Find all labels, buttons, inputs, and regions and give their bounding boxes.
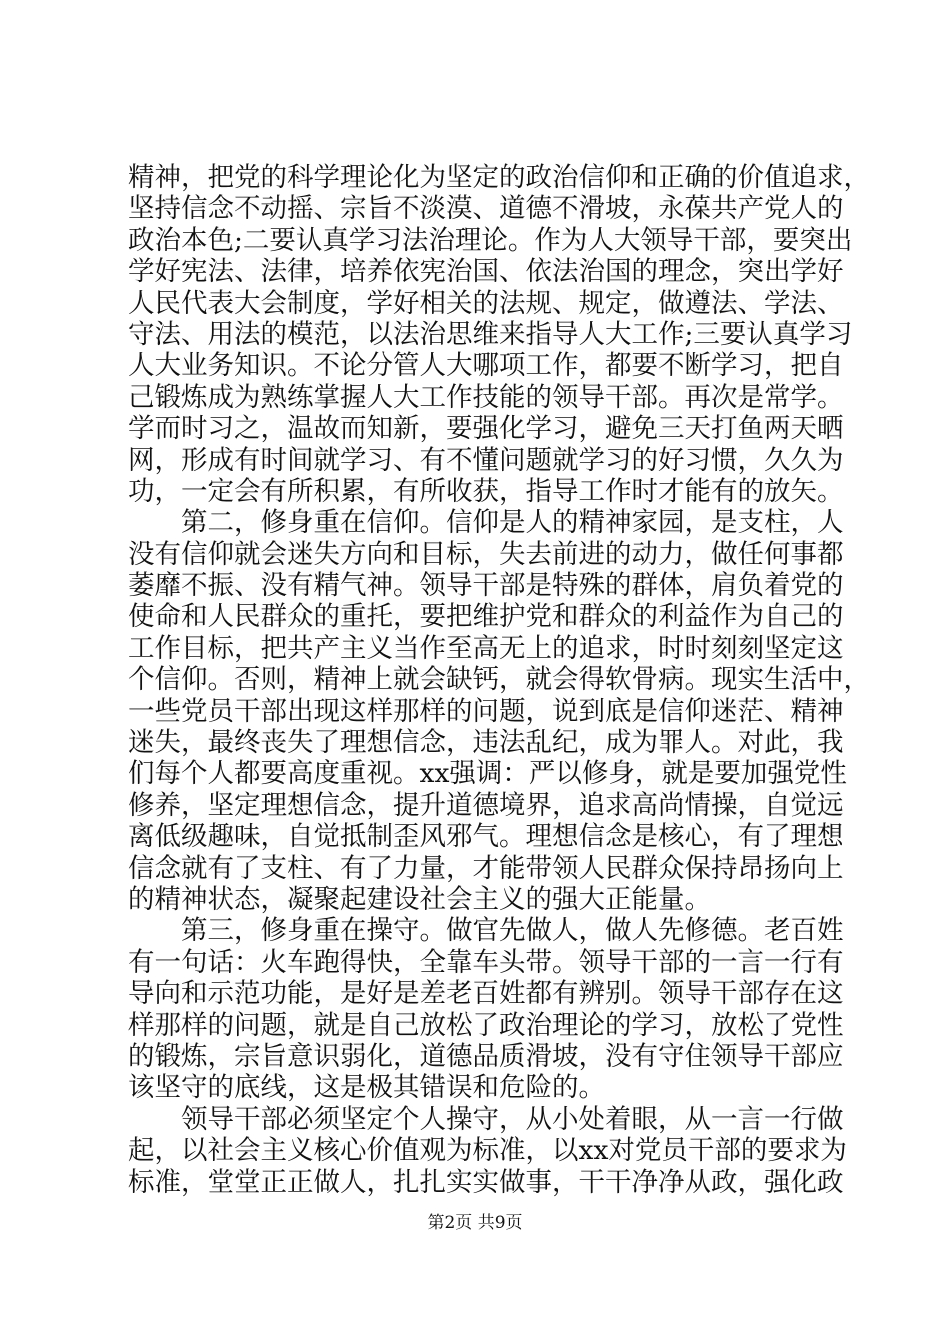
- text-line: 样那样的问题，就是自己放松了政治理论的学习，放松了党性: [128, 1009, 844, 1041]
- text-line: 学好宪法、法律，培养依宪治国、依法治国的理念，突出学好: [128, 256, 844, 288]
- document-body: [128, 162, 870, 1198]
- text-line: 精神，把党的科学理论化为坚定的政治信仰和正确的价值追求，: [128, 162, 870, 193]
- paragraph-start-line: 第二，修身重在信仰。信仰是人的精神家园，是支柱，人: [181, 507, 844, 539]
- text-line: 们每个人都要高度重视。xx强调：严以修身，就是要加强党性: [128, 758, 847, 790]
- text-line: 的锻炼，宗旨意识弱化，道德品质滑坡，没有守住领导干部应: [128, 1040, 844, 1072]
- text-line: 使命和人民群众的重托，要把维护党和群众的利益作为自己的: [128, 601, 844, 633]
- text-line: 工作目标，把共产主义当作至高无上的追求，时时刻刻坚定这: [128, 632, 844, 664]
- text-line: 有一句话：火车跑得快，全靠车头带。领导干部的一言一行有: [128, 946, 844, 978]
- text-line: 一些党员干部出现这样那样的问题，说到底是信仰迷茫、精神: [128, 695, 844, 727]
- text-line: 没有信仰就会迷失方向和目标，失去前进的动力，做任何事都: [128, 538, 844, 570]
- text-line: 萎靡不振、没有精气神。领导干部是特殊的群体，肩负着党的: [128, 570, 844, 602]
- text-line: 标准，堂堂正正做人，扎扎实实做事，干干净净从政，强化政: [128, 1166, 844, 1198]
- text-line: 网，形成有时间就学习、有不懂问题就学习的好习惯，久久为: [128, 444, 844, 476]
- text-line: 该坚守的底线，这是极其错误和危险的。: [128, 1072, 605, 1104]
- page-number-footer: 第2页 共9页: [427, 1213, 523, 1233]
- text-line: 修养，坚定理想信念，提升道德境界，追求高尚情操，自觉远: [128, 789, 844, 821]
- text-line: 坚持信念不动摇、宗旨不淡漠、道德不滑坡，永葆共产党人的: [128, 193, 844, 225]
- text-line: 个信仰。否则，精神上就会缺钙，就会得软骨病。现实生活中，: [128, 664, 870, 696]
- paragraph-start-line: 领导干部必须坚定个人操守，从小处着眼，从一言一行做: [181, 1103, 844, 1135]
- text-line: 功，一定会有所积累，有所收获，指导工作时才能有的放矢。: [128, 475, 844, 507]
- text-line: 的精神状态，凝聚起建设社会主义的强大正能量。: [128, 883, 711, 915]
- text-line: 人民代表大会制度，学好相关的法规、规定，做遵法、学法、: [128, 287, 844, 319]
- text-line: 政治本色;二要认真学习法治理论。作为人大领导干部，要突出: [128, 224, 853, 256]
- text-line: 离低级趣味，自觉抵制歪风邪气。理想信念是核心，有了理想: [128, 821, 844, 853]
- paragraph-start-line: 第三，修身重在操守。做官先做人，做人先修德。老百姓: [181, 915, 844, 947]
- text-line: 己锻炼成为熟练掌握人大工作技能的领导干部。再次是常学。: [128, 381, 844, 413]
- text-line: 起，以社会主义核心价值观为标准，以xx对党员干部的要求为: [128, 1135, 847, 1167]
- text-line: 信念就有了支柱、有了力量，才能带领人民群众保持昂扬向上: [128, 852, 844, 884]
- text-line: 导向和示范功能，是好是差老百姓都有辨别。领导干部存在这: [128, 978, 844, 1010]
- text-line: 人大业务知识。不论分管人大哪项工作，都要不断学习，把自: [128, 350, 844, 382]
- text-line: 守法、用法的模范，以法治思维来指导人大工作;三要认真学习: [128, 318, 853, 350]
- text-line: 迷失，最终丧失了理想信念，违法乱纪，成为罪人。对此，我: [128, 727, 844, 759]
- text-line: 学而时习之，温故而知新，要强化学习，避免三天打鱼两天晒: [128, 413, 844, 445]
